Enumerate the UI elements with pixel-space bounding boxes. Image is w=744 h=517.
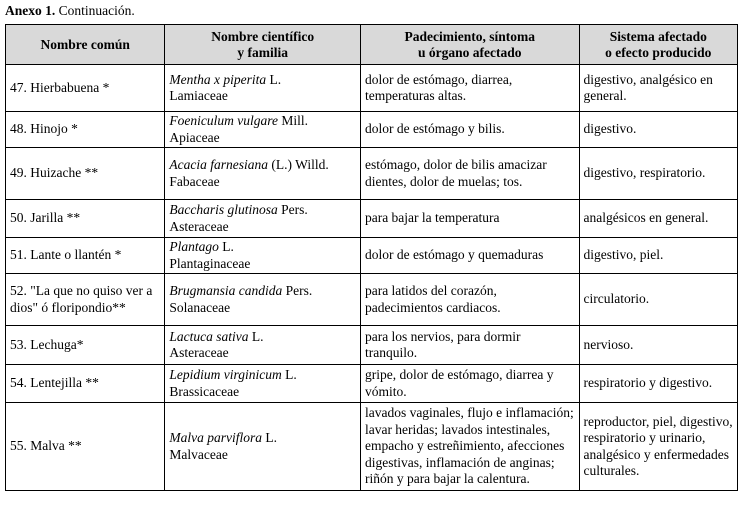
ailment-text: para bajar la temperatura <box>364 210 500 226</box>
header-common-name: Nombre común <box>6 25 165 65</box>
table-body <box>6 65 738 491</box>
common-name-cell <box>6 65 165 112</box>
table-row <box>6 403 738 491</box>
caption-label: Anexo 1. <box>5 3 56 18</box>
author-abbreviation: L. <box>266 71 282 87</box>
family-name: Solanaceae <box>169 299 231 315</box>
family-name: Fabaceae <box>169 173 220 189</box>
family-name: Plantaginaceae <box>169 255 251 271</box>
common-name-cell <box>6 148 165 200</box>
table-row <box>6 274 738 326</box>
header-scientific-name: Nombre científico y familia <box>165 25 361 65</box>
common-name-cell <box>6 365 165 403</box>
table-row <box>6 200 738 238</box>
table-row <box>6 326 738 365</box>
scientific-name: Mentha x piperita <box>169 71 267 87</box>
scientific-name-cell <box>165 238 361 274</box>
author-abbreviation: Mill. <box>278 113 309 128</box>
scientific-name: Acacia farnesiana <box>169 157 269 172</box>
ailment-cell <box>360 148 579 200</box>
scientific-name-cell <box>165 326 361 365</box>
ailment-text: gripe, dolor de estómago, diarrea y vómito. <box>364 367 554 399</box>
scientific-name: Lactuca sativa <box>169 328 249 344</box>
plants-table <box>5 24 738 491</box>
system-text: reproductor, piel, digestivo, respiratorio y urinario, analgésico y enfermedades culturales. <box>583 413 733 478</box>
common-name: 51. Lante o llantén * <box>10 247 122 263</box>
scientific-name-cell <box>165 148 361 200</box>
table-row <box>6 112 738 148</box>
family-name: Asteraceae <box>169 218 229 234</box>
ailment-text: dolor de estómago, diarrea, temperaturas altas. <box>364 71 513 103</box>
table-caption <box>5 2 135 20</box>
system-text: digestivo. <box>583 121 637 137</box>
family-name: Asteraceae <box>169 345 229 360</box>
scientific-name: Brugmansia candida <box>169 283 283 298</box>
system-text: digestivo, analgésico en general. <box>583 71 713 103</box>
author-abbreviation: (L.) Willd. <box>268 157 329 172</box>
common-name-cell <box>6 326 165 365</box>
ailment-cell <box>360 403 579 491</box>
header-ailment: Padecimiento, síntoma u órgano afectado <box>360 25 579 65</box>
system-text: nervioso. <box>583 336 634 352</box>
common-name: 49. Huizache ** <box>10 165 99 181</box>
common-name: 48. Hinojo * <box>10 121 78 137</box>
system-cell <box>579 403 737 491</box>
system-cell <box>579 112 737 148</box>
author-abbreviation: Pers. <box>282 283 313 298</box>
common-name: 47. Hierbabuena * <box>10 79 110 95</box>
common-name: 54. Lentejilla ** <box>10 375 99 391</box>
ailment-text: dolor de estómago y bilis. <box>364 121 505 137</box>
ailment-text: para latidos del corazón, padecimientos cardiacos. <box>364 283 501 315</box>
system-cell <box>579 365 737 403</box>
family-name: Brassicaceae <box>169 383 240 399</box>
system-text: respiratorio y digestivo. <box>583 375 713 391</box>
ailment-cell <box>360 112 579 148</box>
author-abbreviation: L. <box>218 239 234 254</box>
header-row <box>6 25 738 65</box>
common-name: 52. "La que no quiso ver a dios" ó floripondio** <box>10 283 153 315</box>
system-cell <box>579 274 737 326</box>
system-cell <box>579 200 737 238</box>
system-text: circulatorio. <box>583 291 650 307</box>
family-name: Malvaceae <box>169 446 228 462</box>
common-name-cell <box>6 112 165 148</box>
common-name: 53. Lechuga* <box>10 336 84 352</box>
table-row <box>6 365 738 403</box>
system-cell <box>579 326 737 365</box>
scientific-name-cell <box>165 200 361 238</box>
table-row <box>6 148 738 200</box>
common-name-cell <box>6 403 165 491</box>
scientific-name: Baccharis glutinosa <box>169 202 278 217</box>
author-abbreviation: L. <box>262 430 278 445</box>
scientific-name: Plantago <box>169 239 219 254</box>
common-name-cell <box>6 274 165 326</box>
scientific-name: Malva parviflora <box>169 430 263 445</box>
ailment-cell <box>360 200 579 238</box>
system-text: digestivo, respiratorio. <box>583 165 706 181</box>
ailment-cell <box>360 365 579 403</box>
system-text: analgésicos en general. <box>583 210 709 226</box>
ailment-cell <box>360 238 579 274</box>
family-name: Apiaceae <box>169 129 220 145</box>
scientific-name: Foeniculum vulgare <box>169 113 279 128</box>
scientific-name-cell <box>165 112 361 148</box>
common-name: 50. Jarilla ** <box>10 210 81 226</box>
table-row <box>6 65 738 112</box>
system-text: digestivo, piel. <box>583 247 664 263</box>
ailment-cell <box>360 274 579 326</box>
header-system: Sistema afectado o efecto producido <box>579 25 737 65</box>
system-cell <box>579 238 737 274</box>
author-abbreviation: Pers. <box>277 202 308 217</box>
ailment-text: estómago, dolor de bilis amacizar dientes, dolor de muelas; tos. <box>364 157 547 189</box>
scientific-name-cell <box>165 65 361 112</box>
family-name: Lamiaceae <box>169 88 228 103</box>
ailment-text: dolor de estómago y quemaduras <box>364 247 544 263</box>
scientific-name-cell <box>165 365 361 403</box>
scientific-name-cell <box>165 274 361 326</box>
common-name-cell <box>6 238 165 274</box>
scientific-name: Lepidium virginicum <box>169 367 282 382</box>
caption-text: Continuación. <box>55 3 135 18</box>
system-cell <box>579 148 737 200</box>
table-row <box>6 238 738 274</box>
scientific-name-cell <box>165 403 361 491</box>
author-abbreviation: L. <box>281 367 297 382</box>
ailment-cell <box>360 65 579 112</box>
ailment-text: para los nervios, para dormir tranquilo. <box>364 328 521 360</box>
common-name-cell <box>6 200 165 238</box>
ailment-cell <box>360 326 579 365</box>
author-abbreviation: L. <box>248 328 264 344</box>
system-cell <box>579 65 737 112</box>
ailment-text: lavados vaginales, flujo e inflamación; lavar heridas; lavados intestinales, empacho y estreñimiento, afecciones digestivas, inflamación de anginas; riñón y para bajar la calentura. <box>364 405 574 487</box>
common-name: 55. Malva ** <box>10 438 82 454</box>
